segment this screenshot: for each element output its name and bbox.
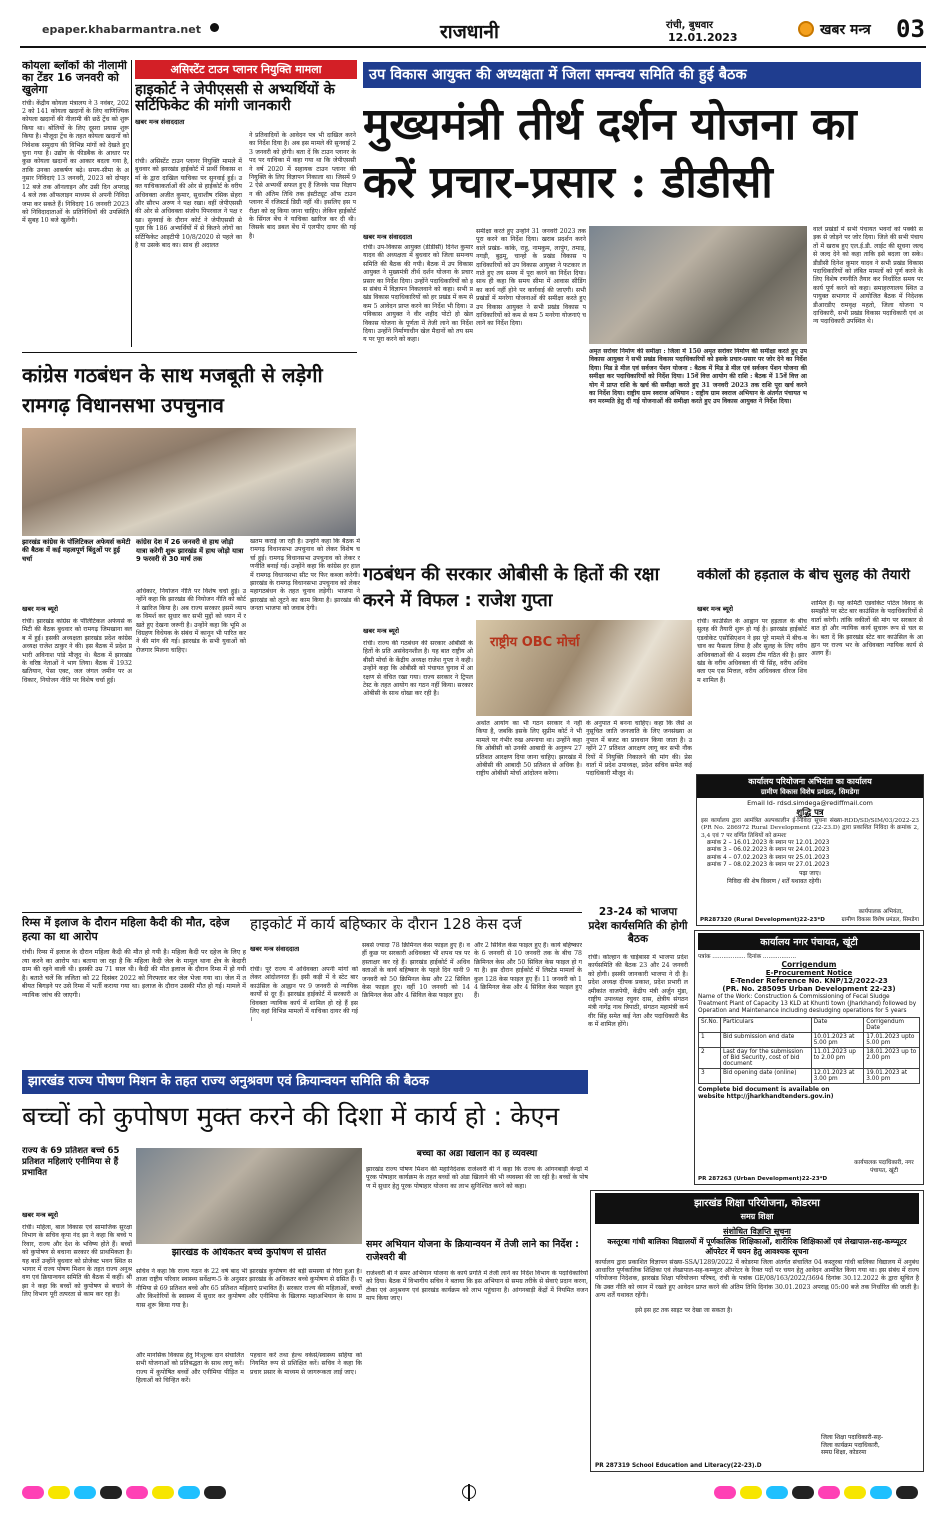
- ddc-photo-caption: अमृत सरोवर निर्माण की समीक्षा : जिला में 150 अमृत सरोवर निर्माण की समीक्षा करते हुए उप विकास आयुक्त ने सभी प्रखंड विकास पदाधिकारियों को इसके प्रचार-प्रसार पर जोर देने का निर्देश दिया। मिड डे मील एवं सर्वजन पेंशन योजना : बैठक में मिड डे मील एवं सर्वजन पेंशन योजना की समीक्षा कर पदाधिकारियों को निर्देश दिया। 15वें वित्त आयोग की राशि : बैठक में 15वें वित्त आयोग में प्राप्त राशि के खर्च की समीक्षा करते हुए 31 जनवरी 2023 तक राशि पूरा खर्च करने का निर्देश दिया। राष्ट्रीय ग्राम स्वराज अभियान : राष्ट्रीय ग्राम स्वराज अभियान के अंतर्गत पंचायत भवन मरम्मति हेतु दी गई योजनाओं की समीक्षा करते हुए उप विकास आयुक्त ने निर्देश दिया।: [589, 348, 807, 406]
- section-title: राजधानी: [440, 21, 499, 43]
- table-cell: 2: [699, 1048, 721, 1069]
- obc-headline: गठबंधन की सरकार ओबीसी के हितों की रक्षा करने में विफल : राजेश गुप्ता: [363, 564, 660, 611]
- bjp-headline: 23-24 को भाजपा प्रदेश कार्यसमिति की होगी बैठक: [588, 906, 688, 945]
- nutrition-body-b: और मानसिक विकास हेतु निःशुल्क दान संचालित सभी योजनाओं को प्रतिबद्धता के साथ लागू करें। राज्य में कुपोषित बच्चों और एनीमिया पीड़ित महिलाओं को चिन्हित करें।: [136, 1352, 244, 1385]
- congress-body-col3: खतम कराई जा रही है। उन्होंने कहा कि बैठक में रामगढ़ विधानसभा उपचुनाव को लेकर विशेष चर्चा हुई। रामगढ़ विधानसभा उपचुनाव को लेकर रणनीति बनाई गई। उन्होंने कहा कि कांग्रेस हर हाल में रामगढ़ विधानसभा सीट पर फिर कब्जा करेगी। झारखंड के रामगढ़ विधानसभा उपचुनाव को लेकर महागठबंधन के तहत चुनाव लड़ेगी। भाजपा ने झारखंड को लूटने का काम किया है। झारखंड की जनता भाजपा को जवाब देगी।: [250, 538, 360, 613]
- color-swatch: [792, 1486, 814, 1499]
- issue-date: 12.01.2023: [668, 31, 738, 44]
- hc-headline: हाइकोर्ट में कार्य बहिष्कार के दौरान 128 केस दर्ज: [250, 916, 522, 933]
- nutrition-side-body: रांची। महिला, बाल विकास एवं सामाजिक सुरक्षा विभाग के सचिव कृपा नंद झा ने कहा कि बच्चे परिवार, राज्य और देश के भविष्य होते हैं। बच्चों को कुपोषण से बचाना सरकार की प्राथमिकता है। यह बातें उन्होंने बुधवार को प्रोजेक्ट भवन स्थित सभागार में राज्य पोषण मिशन के तहत राज्य अनुश्रवण एवं क्रियान्वयन समिति की बैठक में कहीं। श्री झा ने कहा कि बच्चों को कुपोषण से बचाने के लिए विभाग पूरी तत्परता से काम कर रहा है।: [22, 1224, 132, 1299]
- simdega-tender-ad: [696, 774, 924, 926]
- table-row: [699, 1048, 920, 1069]
- simdega-sign1: कार्यपालक अभियंता,: [858, 909, 903, 915]
- koderma-notice: संशोधित विज्ञप्ति सूचना: [723, 1227, 791, 1236]
- atp-article: [135, 60, 357, 347]
- color-swatch: [896, 1486, 918, 1499]
- congress-byline: खबर मन्त्र ब्यूरो: [22, 605, 59, 613]
- hc-body-col3: और 2 सिविल केस फाइल हुए हैं। कार्य बहिष्कार के 6 जनवरी से 10 जनवरी तक के बीच 78 क्रिमिनल केस और 50 सिविल केस फाइल हो गया है। इस दौरान हाईकोर्ट में लिस्टेड मामलों के कुल 128 केस फाइल हुए हैं। 11 जनवरी को 14 क्रिमिनल केस और 4 सिविल केस फाइल हुए हैं।: [474, 942, 582, 1000]
- coal-body: रांची। केंद्रीय कोयला मंत्रालय ने 3 नवंबर, 2022 को 141 कोयला खदानों के लिए वाणिज्यिक कोयला खदानों की नीलामी की छठें ट्रेंच को शुरू किया था। बोलियों के लिए दूसरा प्रयास शुरू किया है। मौजूदा ट्रेंच के तहत कोयला खदानों को निवेशक समुदाय की विभिन्न मांगों को देखते हुए चुना गया है। उद्योग के फीडबैक के आधार पर कुछ कोयला खदानों का आकार बदला गया है, ताकि उनका आकर्षण बढ़े। समय-सीमा के अनुसार निविदाएं 13 जनवरी, 2023 को दोपहर 12 बजे तक ऑनलाइन और उसी दिन अपराह्न 4 बजे तक ऑफलाइन माध्यम से अपनी निविदा जमा कर सकते हैं। निविदाएं 16 जनवरी 2023 को निविदादाताओं के प्रतिनिधियों की उपस्थिति में सुबह 10 बजे खुलेंगी।: [22, 99, 129, 225]
- color-swatch: [204, 1486, 226, 1499]
- nutrition-headline: बच्चों को कुपोषण मुक्त करने की दिशा में कार्य हो : केएन: [22, 1102, 560, 1132]
- ddc-body-col2: समीक्षा करते हुए उन्होंने 31 जनवरी 2023 तक पूरा करने का निर्देश दिया। खराब प्रदर्शन करने वाले प्रखंड- कांके, राहु, नामकुम, लापुंग, तमाड़, नगड़ी, बुढ़मू, चान्हो के प्रखंड विकास पदाधिकारियों को उप विकास आयुक्त ने फटकार लगाते हुए तय समय में पूरा करने का निर्देश दिया। साथ ही कहा कि समय सीमा में आवास सीडिंग का कार्य नहीं होने पर कार्रवाई की जाएगी। सभी प्रखंडों में मनरेगा योजनाओं की समीक्षा करते हुए उप विकास आयुक्त ने सभी प्रखंड विकास पदाधिकारियों को कम से कम 5 मनरेगा योजनाएं चलाने का निर्देश दिया।: [476, 228, 586, 328]
- page-number: 03: [896, 16, 925, 43]
- simdega-item: क्रमांक 2 – 16.01.2023 के स्थान पर 12.01.2023: [707, 840, 830, 847]
- color-swatch: [714, 1486, 736, 1499]
- table-cell: Last day for the submission of Bid Security, cost of bid document: [721, 1048, 812, 1069]
- atp-byline: खबर मन्त्र संवाददाता: [135, 118, 185, 127]
- atp-body-col2: ने प्रतिवादियों के आवेदन पत्र भी दाखिल करने का निर्देश दिया है। अब इस मामले की सुनवाई 23 जनवरी को होगी। बता दें कि टाउन प्लानर के पद पर याचिका में कहा गया था कि जेपीएससी ने वर्ष 2020 में सहायक टाउन प्लानर की नियुक्ति के लिए विज्ञापन निकाला था। जिसमें 92 ऐसे अभ्यर्थी सफल हुए हैं जिनके पास विज्ञापन की अंतिम तिथि तक इंस्टीट्यूट ऑफ टाउन प्लानर में रजिस्टर्ड डिग्री नहीं थी। इसलिए इस परीक्षा को रद्द किया जाना चाहिए। लेकिन हाईकोर्ट के सिंगल बेंच ने याचिका खारिज कर दी थी। जिसके बाद डबल बेंच में एलपीए दायर की गई है।: [249, 132, 356, 240]
- color-swatch: [740, 1486, 762, 1499]
- koderma-sign2: जिला कार्यक्रम पदाधिकारी,: [821, 1441, 880, 1449]
- khunti-foot: Complete bid document is available on website http://jharkhandtenders.gov.in): [698, 1086, 834, 1100]
- prisoner-headline: रिम्स में इलाज के दौरान महिला कैदी की मौत, दहेज हत्या का था आरोप: [22, 916, 230, 943]
- congress-highlight: कांग्रेस देश में 26 जनवरी से हाथ जोड़ो यात्रा करेगी शुरू झारखंड में हाथ जोड़ो यात्रा 9 फरवरी से 30 मार्च तक: [136, 538, 244, 564]
- hc-body-col1: रांची। पूरे राज्य में अधिवक्ता अपनी मांगों को लेकर आंदोलनरत हैं। इसी कड़ी में वे स्टेट बार काउंसिल के आह्वान पर 9 जनवरी से न्यायिक कार्यों से दूर हैं। झारखंड हाईकोर्ट में सरकारी अधिवक्ता न्यायिक कार्य में शामिल हो रहे हैं इसलिए वहां विभिन्न मामलों में याचिका दायर की गई।: [250, 966, 358, 1024]
- koderma-ad: [590, 1190, 924, 1472]
- simdega-read: पढ़ा जाए।: [799, 870, 821, 878]
- color-swatch: [48, 1486, 70, 1499]
- color-swatch: [178, 1486, 200, 1499]
- table-cell: 3: [699, 1069, 721, 1084]
- ddc-headline: मुख्यमंत्री तीर्थ दर्शन योजना का करें प्रचार-प्रसार : डीडीसी: [363, 99, 857, 208]
- hc-byline: खबर मन्त्र संवाददाता: [250, 945, 300, 953]
- color-swatch: [22, 1486, 44, 1499]
- samar-body: राजेश्वरी बी ने समर अभियान योजना के कार्य प्रगति में तेजी लाने का निर्देश विभाग के पदाधिकारियों को दिया। बैठक में विभागीय सचिव ने बताया कि इस अभियान से समग्र तरीके से सेवाएं प्रदान करना, टीका एवं अनुश्रवण एवं झारखंड कार्यक्रम को लाभ पहुंचाना है। आंगनबाड़ी केंद्रों में नियमित वजन माप किया जाए।: [366, 1270, 588, 1303]
- simdega-pr: PR287320 (Rural Development)22-23*D: [700, 917, 825, 923]
- koderma-sign3: समग्र शिक्षा, कोडरमा: [821, 1449, 867, 1457]
- congress-headline: कांग्रेस गठबंधन के साथ मजबूती से लड़ेगी रामगढ़ विधानसभा उपचुनाव: [22, 363, 323, 417]
- lawyers-headline: वकीलों की हड़ताल के बीच सुलह की तैयारी: [697, 568, 911, 583]
- koderma-body: कार्यालय द्वारा प्रकाशित विज्ञापन संख्या-SSA/1289/2022 में कोडरमा जिला अंतर्गत संचालित 04 कस्तूरबा गांधी बालिका विद्यालय में अनुबंध आधारित पूर्णकालिक शिक्षिका एवं लेखापाल-सह-कम्प्यूटर ऑपरेटर के रिक्त पदों पर चयन हेतु आवेदन आमंत्रित किया गया था। इस संबंध में राज्य परियोजना निदेशक, झारखंड शिक्षा परियोजना परिषद, रांची के पत्रांक GE/08/163/2022/3694 दिनांक 30.12.2022 के द्वारा सूचित है कि उक्त नीति को ध्यान में रखते हुए आवेदन प्राप्त करने की अंतिम तिथि दिनांक 30.01.2023 अपराह्न 05:00 बजे तक निर्धारित की जाती है। अन्य शर्तें यथावत रहेंगी।: [595, 1259, 919, 1299]
- koderma-lead: कस्तूरबा गांधी बालिका विद्यालयों में पूर्णकालिक शिक्षिकाओं, शारीरिक शिक्षिकाओं एवं लेखापाल-सह-कम्प्यूटर ऑपरेटर में चयन हेतु आवश्यक सूचना: [607, 1237, 907, 1256]
- congress-meeting-photo: [22, 428, 356, 536]
- simdega-title1: कार्यालय परियोजना अभियंता का कार्यालय: [697, 775, 923, 788]
- table-cell: 17.01.2023 upto 5.00 pm: [864, 1033, 920, 1048]
- lawyers-body-col2: शामिल हैं। यह कमिटी एडवोकेट पोर्टल विवाद के समझौते पर स्टेट बार काउंसिल के पदाधिकारियों से वार्ता करेगी। तांकि वकीलों की मांग पर सरकार से बात हो और न्यायिक कार्य सुचारू रूप से चल सके। बता दें कि झारखंड स्टेट बार काउंसिल के आह्वान पर राज्य भर के अधिवक्ता न्यायिक कार्य से अलग हैं।: [811, 600, 923, 658]
- prisoner-body: रांची। रिम्स में इलाज के दौरान महिला कैदी की मौत हो गयी है। महिला कैदी पर दहेज के लिए हत्या करने का आरोप था। बताया जा रहा है कि महिला कैदी जेल के मामूल थाना क्षेत्र के केदारी ग्राम की रहने वाली थी। इसकी उम्र 71 साल थी। कैदी की मौत इलाज के दौरान रिम्स में हो गयी है। बताते चलें कि ललिता को 22 दिसंबर 2022 को गिरफ्तार कर जेल भेजा गया था। जेल में तबीयत बिगड़ने पर उसे रिम्स में भर्ती कराया गया था। इलाज के दौरान उसकी मौत हो गई। मामले में न्यायिक जांच की जाएगी।: [22, 948, 246, 999]
- hc-body-col2: सबसे ज्यादा 78 क्रिमिनल केस फाइल हुए हैं। वहीं कुछ पर सरकारी अधिवक्ता भी शपथ पत्र पर हस्ताक्षर कर रहे हैं। झारखंड हाईकोर्ट में अधिवक्ताओं के कार्य बहिष्कार के पहले दिन यानी 9 जनवरी को 50 क्रिमिनल केस और 22 सिविल केस फाइल हुए। वहीं 10 जनवरी को 14 क्रिमिनल केस और 4 सिविल केस फाइल हुए।: [362, 942, 470, 1000]
- coal-headline: कोयला ब्लॉकों की नीलामी का टेंडर 16 जनवरी को खुलेगा: [22, 60, 127, 96]
- bullet-icon: [210, 23, 219, 32]
- khunti-corrigendum: Corrigendum: [781, 960, 837, 969]
- koderma-sign: [821, 1434, 917, 1457]
- khunti-th: Sr.No.: [699, 1018, 721, 1033]
- khunti-th: Corrigendum Date: [864, 1018, 920, 1033]
- table-cell: 18.01.2023 up to 2.00 pm: [864, 1048, 920, 1069]
- khunti-table: [698, 1017, 920, 1084]
- bjp-body: रांची। कोल्हान के चाईबासा में भाजपा प्रदेश कार्यसमिति की बैठक 23 और 24 जनवरी को होगी। इसकी जानकारी भाजपा ने दी है। प्रदेश अध्यक्ष दीपक प्रकाश, प्रदेश प्रभारी लक्ष्मीकांत वाजपेयी, केंद्रीय मंत्री अर्जुन मुंडा, राष्ट्रीय उपाध्यक्ष रघुवर दास, क्षेत्रीय संगठन मंत्री नागेंद्र नाथ त्रिपाठी, संगठन महामंत्री कर्मवीर सिंह समेत कई नेता और पदाधिकारी बैठक में शामिल होंगे।: [588, 954, 688, 1029]
- color-swatch: [870, 1486, 892, 1499]
- color-swatch: [152, 1486, 174, 1499]
- site-url[interactable]: epaper.khabarmantra.net: [42, 23, 201, 36]
- congress-body-col1: रांची। झारखंड कांग्रेस के पॉलिटिकल अफेयर्स कमिटी की बैठक बुधवार को रामगढ़ जिमखाना क्लब में हुई। इसकी अध्यक्षता झारखंड प्रदेश कांग्रेस अध्यक्ष राजेश ठाकुर ने की। इस बैठक में प्रदेश प्रभारी अविनाश पांडे मौजूद थे। बैठक में झारखंड के वरिष्ठ नेताओं ने भाग लिया। बैठक में 1932 खतियान, पेसा एक्ट, जल जंगल जमीन पर अधिकार, नियोजन नीति पर विशेष चर्चा हुई।: [22, 618, 132, 684]
- khunti-pr2: PR 287263 (Urban Development)22-23*D: [698, 1176, 828, 1182]
- lawyers-body-col1: रांची। काउंसिल के आह्वान पर हड़ताल के बीच सुलह की तैयारी शुरू हो गई है। झारखंड हाईकोर्ट एडवोकेट एसोसिएशन ने इस पूरे मामले में बीच-बचाव का फैसला लिया है और सुलह के लिए वरीय अधिवक्ताओं की 4 सदस्य टीम गठित की है। झारखंड के वरीय अधिवक्ता वी पी सिंह, वरीय अधिवक्ता एम एस मित्तल, वरीय अधिवक्ता धीरज शिवम शामिल हैं।: [697, 618, 807, 684]
- khunti-pr: (PR. No. 285095 Urban Development 22-23): [722, 985, 896, 993]
- koderma-sub: समग्र शिक्षा: [595, 1211, 919, 1224]
- khunti-th: Date: [811, 1018, 864, 1033]
- coal-article: [22, 60, 129, 346]
- koderma-sign1: जिला शिक्षा पदाधिकारी-सह-: [821, 1434, 884, 1442]
- congress-body-col2: अधिकार, नियोजन नीति पर विशेष चर्चा हुई। उन्होंने कहा कि झारखंड की नियोजन नीति को कोर्ट ने खारिज किया है। अब राज्य सरकार इसमें व्यापक विमर्श कर सुधार कर सभी मुद्दों को ध्यान में रखते हुए देखना जरूरी है। उन्होंने कहा कि भूमि अधिग्रहण विधेयक के संबंध में कानून भी पारित करने की मांग की गई। झारखंड के सभी युवाओं को रोजगार मिलना चाहिए।: [136, 588, 246, 654]
- masthead: [20, 16, 926, 48]
- color-swatch: [100, 1486, 122, 1499]
- ddc-body-col3: वाले प्रखंडों में सभी पंचायत भवनों को पक्की सड़क से जोड़ने पर जोर दिया। जिले की सभी पंचायतों में खराब हुए एल.ई.डी. लाईट की सूचना जल्द से जल्द देने को कहा ताकि इसे बदला जा सके। डीडीसी दिनेश कुमार यादव ने सभी प्रखंड विकास पदाधिकारियों को लंबित मामलों को पूर्ण करने के लिए विशेष रणनीति तैयार कर निर्धारित समय पर कार्य पूर्ण करने को कहा। समाहरणालय स्थित उपायुक्त सभागार में आयोजित बैठक में निदेशक डीआरडीए रामवृक्ष महतो, जिला योजना पदाधिकारी, सभी प्रखंड विकास पदाधिकारी एवं अन्य पदाधिकारी उपस्थित थे।: [813, 226, 923, 326]
- khunti-th: Particulars: [721, 1018, 812, 1033]
- table-row: [699, 1033, 920, 1048]
- koderma-site: इसे इस हट तक साइट पर देखा जा सकता है।: [635, 1307, 733, 1315]
- simdega-sign2: ग्रामीण विकास विशेष प्रमंडल, सिमडेगा: [841, 917, 919, 923]
- obc-body-col1: रांची। राज्य की गठबंधन की सरकार ओबीसी के हितों के प्रति असंवेदनशील है। यह बात राष्ट्रीय ओबीसी मोर्चा के केंद्रीय अध्यक्ष राजेश गुप्ता ने कही। उन्होंने कहा कि ओबीसी को पंचायत चुनाव में आरक्षण से वंचित रखा गया। राज्य सरकार ने ट्रिपल टेस्ट के तहत आयोग का गठन नहीं किया। सरकार ओबीसी के साथ धोखा कर रही है।: [363, 640, 473, 698]
- koderma-title: झारखंड शिक्षा परियोजना, कोडरमा: [595, 1193, 919, 1211]
- brand-name: खबर मन्त्र: [820, 22, 871, 38]
- nutrition-byline: खबर मन्त्र ब्यूरो: [22, 1211, 59, 1219]
- city-day: रांची, बुधवार: [666, 20, 714, 31]
- ddc-banner: उप विकास आयुक्त की अध्यक्षता में जिला समन्वय समिति की हुई बैठक: [363, 62, 921, 88]
- ddc-meeting-photo: [589, 226, 807, 344]
- nutrition-body-a: सचिव ने कहा कि राज्य गठन के 22 वर्ष बाद भी झारखंड कुपोषण की बड़ी समस्या से घिरा हुआ है। ताजा राष्ट्रीय परिवार स्वास्थ्य सर्वेक्षण-5 के अनुसार झारखंड के अधिकतर बच्चे कुपोषण से ग्रसित हैं। एनीमिया से 69 प्रतिशत बच्चे और 65 प्रतिशत महिलाएं प्रभावित हैं। सरकार राज्य की महिलाओं, बच्चों और किशोरियों के स्वास्थ्य में सुधार कर कुपोषण और एनीमिया के खिलाफ महाअभियान के साथ प्रयास शुरू किया गया है।: [136, 1268, 362, 1309]
- simdega-item: क्रमांक 4 – 07.02.2023 के स्थान पर 25.01.2023: [707, 854, 830, 861]
- simdega-item: क्रमांक 3 – 06.02.2023 के स्थान पर 24.01.2023: [707, 847, 830, 854]
- simdega-heading: शुद्धि पत्र: [796, 808, 824, 818]
- simdega-body: इस कार्यालय द्वारा आमंत्रित अल्पकालीन ई-निविदा सूचना संख्या-RDD/SD/SIM/03/2022-23 (PR No. 286972 Rural Development (22-23.D) द्वारा प्रकाशित निविदा के क्रमांक 2,3,4 एवं 7 पर वर्णित तिथियों को क्रमशः: [701, 818, 919, 839]
- atp-headline: हाइकोर्ट ने जेपीएससी से अभ्यर्थियों के सर्टिफिकेट की मांगी जानकारी: [135, 82, 335, 114]
- khunti-tender-ad: [694, 930, 924, 1185]
- khunti-title: कार्यालय नगर पंचायत, खूंटी: [698, 933, 920, 950]
- color-swatch: [766, 1486, 788, 1499]
- khunti-patrank: पत्रांक .................. दिनांक ..................: [698, 954, 797, 960]
- khunti-notice: E-Procurement Notice: [765, 969, 853, 977]
- brand-logo-icon: [798, 21, 814, 37]
- lawyers-byline: खबर मन्त्र ब्यूरो: [697, 605, 734, 613]
- obc-body-col3: के अनुपात में बनना चाहिए। कहा कि जैसे अनुसूचित जाति जनजाति के लिए जनसंख्या अनुपात में बजट का प्रावधान किया जाता है। उन्होंने 27 प्रतिशत आरक्षण लागू कर सभी नौकरियों में नियुक्ति निकालने की मांग की। प्रेस वार्ता में प्रदेश उपाध्यक्ष, प्रदेश सचिव समेत कई पदाधिकारी मौजूद थे।: [586, 720, 692, 778]
- simdega-title2: ग्रामीण विकास विशेष प्रमंडल, सिमडेगा: [697, 788, 923, 798]
- nutrition-meeting-photo: [136, 1148, 362, 1244]
- khunti-ref: E-Tender Reference No. KNP/12/2022-23: [730, 977, 888, 985]
- table-cell: Bid opening date (online): [721, 1069, 812, 1084]
- table-cell: Bid submission end date: [721, 1033, 812, 1048]
- color-swatch: [126, 1486, 148, 1499]
- egg-headline: बच्चों को अंडा खिलाने की है व्यवस्था: [416, 1150, 538, 1159]
- simdega-items: [697, 840, 923, 869]
- ddc-body-col1: रांची। उप-विकास आयुक्त (डीडीसी) दिनेश कुमार यादव की अध्यक्षता में बुधवार को जिला समन्वय समिति की बैठक की गयी। बैठक में उप विकास आयुक्त ने मुख्यमंत्री तीर्थ दर्शन योजना के प्रचार प्रसार का निर्देश दिया। उन्होंने पदाधिकारियों को इस संबंध में विज्ञापन निकलवाने को कहा। सभी प्रखंड विकास पदाधिकारियों को हर प्रखंड में कम से कम 5 आवेदन प्राप्त करने का निर्देश भी दिया। उपविकास आयुक्त ने वीर शहीद पोटो हो खेल विकास योजना के पूर्णता में तेजी लाने का निर्देश दिया। उन्होंने निर्माणाधीन खेल मैदानों को तय समय पर पूरा करने को कहा।: [363, 244, 473, 344]
- print-registration-marks: [22, 1484, 922, 1504]
- simdega-note: निविदा की शेष विवरण / शर्तें यथावत रहेगी।: [727, 878, 822, 886]
- ddc-byline: खबर मन्त्र संवाददाता: [363, 233, 413, 241]
- nutrition-banner: झारखंड राज्य पोषण मिशन के तहत राज्य अनुश्रवण एवं क्रियान्वयन समिति की बैठक: [22, 1070, 588, 1094]
- obc-photo: [476, 620, 692, 716]
- table-row: [699, 1069, 920, 1084]
- table-cell: 10.01.2023 at 5.00 pm: [811, 1033, 864, 1048]
- table-cell: 12.01.2023 at 3.00 pm: [811, 1069, 864, 1084]
- atp-body-col1: रांची। असिस्टेंट टाउन प्लानर नियुक्ति मामले में बुधवार को झारखंड हाईकोर्ट में प्रार्थी विकास शर्मा के द्वारा दाखिल याचिका पर सुनवाई हुई। उक्त याचिकाकर्ताओं की ओर से हाईकोर्ट के वरीय अधिवक्ता अजीत कुमार, सुधाशीष रसिक सेहरा और सौरभ अरुण ने पक्ष रखा। वहीं जेपीएससी की ओर से अधिवक्ता संजोय पिपरवाल ने पक्ष रखा। सुनवाई के दौरान कोर्ट ने जेपीएससी से पूछा कि 186 अभ्यर्थियों में से कितने लोगों का सर्टिफिकेट आइटीपी 10/8/2020 से पहले का है या उसके बाद का। साथ ही अदालत: [135, 158, 242, 250]
- color-swatch: [74, 1486, 96, 1499]
- table-cell: 1: [699, 1033, 721, 1048]
- obc-byline: खबर मन्त्र ब्यूरो: [363, 627, 400, 635]
- khunti-sign: कार्यपालक पदाधिकारी, नगर पंचायत, खूंटी: [854, 1160, 914, 1174]
- congress-photo-caption: झारखंड कांग्रेस के पॉलिटिकल अफेयर्स कमेटी की बैठक में कई महत्वपूर्ण बिंदुओं पर हुई चर्चा: [22, 538, 131, 563]
- obc-photo-banner: राष्ट्रीय OBC मोर्चा: [490, 635, 580, 650]
- table-cell: 19.01.2023 at 3.00 pm: [864, 1069, 920, 1084]
- table-cell: 11.01.2023 up to 2.00 pm: [811, 1048, 864, 1069]
- obc-body-col2: अर्थात आयोग का भी गठन सरकार ने नहीं किया है, जबकि इसके लिए सुप्रीम कोर्ट ने भी मामले पर गंभीर रुख अपनाया था। उन्होंने कहा कि ओबीसी को उनकी आबादी के अनुरूप 27 प्रतिशत आरक्षण दिया जाना चाहिए। झारखंड में ओबीसी की आबादी 50 प्रतिशत से अधिक है। राष्ट्रीय ओबीसी मोर्चा आंदोलन करेगा।: [476, 720, 582, 778]
- simdega-email: Email Id- rdsd.simdega@rediffmail.com: [747, 799, 873, 807]
- nutrition-photo-caption: झारखंड के अधिकतर बच्चे कुपोषण से ग्रसित: [171, 1248, 327, 1258]
- koderma-pr: PR 287319 School Education and Literacy(22-23).D: [595, 1463, 762, 1469]
- atp-kicker: असिस्टेंट टाउन प्लानर नियुक्ति मामला: [135, 60, 357, 79]
- color-swatch: [844, 1486, 866, 1499]
- simdega-item: क्रमांक 7 – 08.02.2023 के स्थान पर 27.01.2023: [707, 861, 830, 868]
- nutrition-body-c: पहचान करें तथा हेल्थ वर्कर्स/स्वास्थ्य सहिया को नियमित रूप से प्रशिक्षित करें। सचिव ने कहा कि प्रचार प्रसार के माध्यम से जागरूकता लाई जाए।: [250, 1352, 362, 1376]
- samar-headline: समर अभियान योजना के क्रियान्वयन में तेजी लाने का निर्देश : राजेश्वरी बी: [366, 1239, 579, 1263]
- nutrition-side-head: राज्य के 69 प्रतिशत बच्चे 65 प्रतिशत महिलाएं एनीमिया से हैं प्रभावित: [22, 1146, 120, 1178]
- khunti-work: Name of the Work: Construction & Commissioning of Fecal Sludge Treatment Plant of Capacity 13 KLD at Khunti town (Jharkhand) followed by Operation and Maintenance including desludging operations for 5 years: [698, 994, 917, 1014]
- egg-body: झारखंड राज्य पोषण मिशन की महानिदेशक राजेश्वरी बी ने कहा कि राज्य के आंगनबाड़ी केन्द्रों में पूरक पोषाहार कार्यक्रम के तहत बच्चों को अंडा खिलाने की भी व्यवस्था की जा रही है। बच्चों के पोषण में सुधार हेतु पूरक पोषाहार योजना का लाभ सुनिश्चित करने को कहा।: [366, 1166, 588, 1190]
- color-swatch: [818, 1486, 840, 1499]
